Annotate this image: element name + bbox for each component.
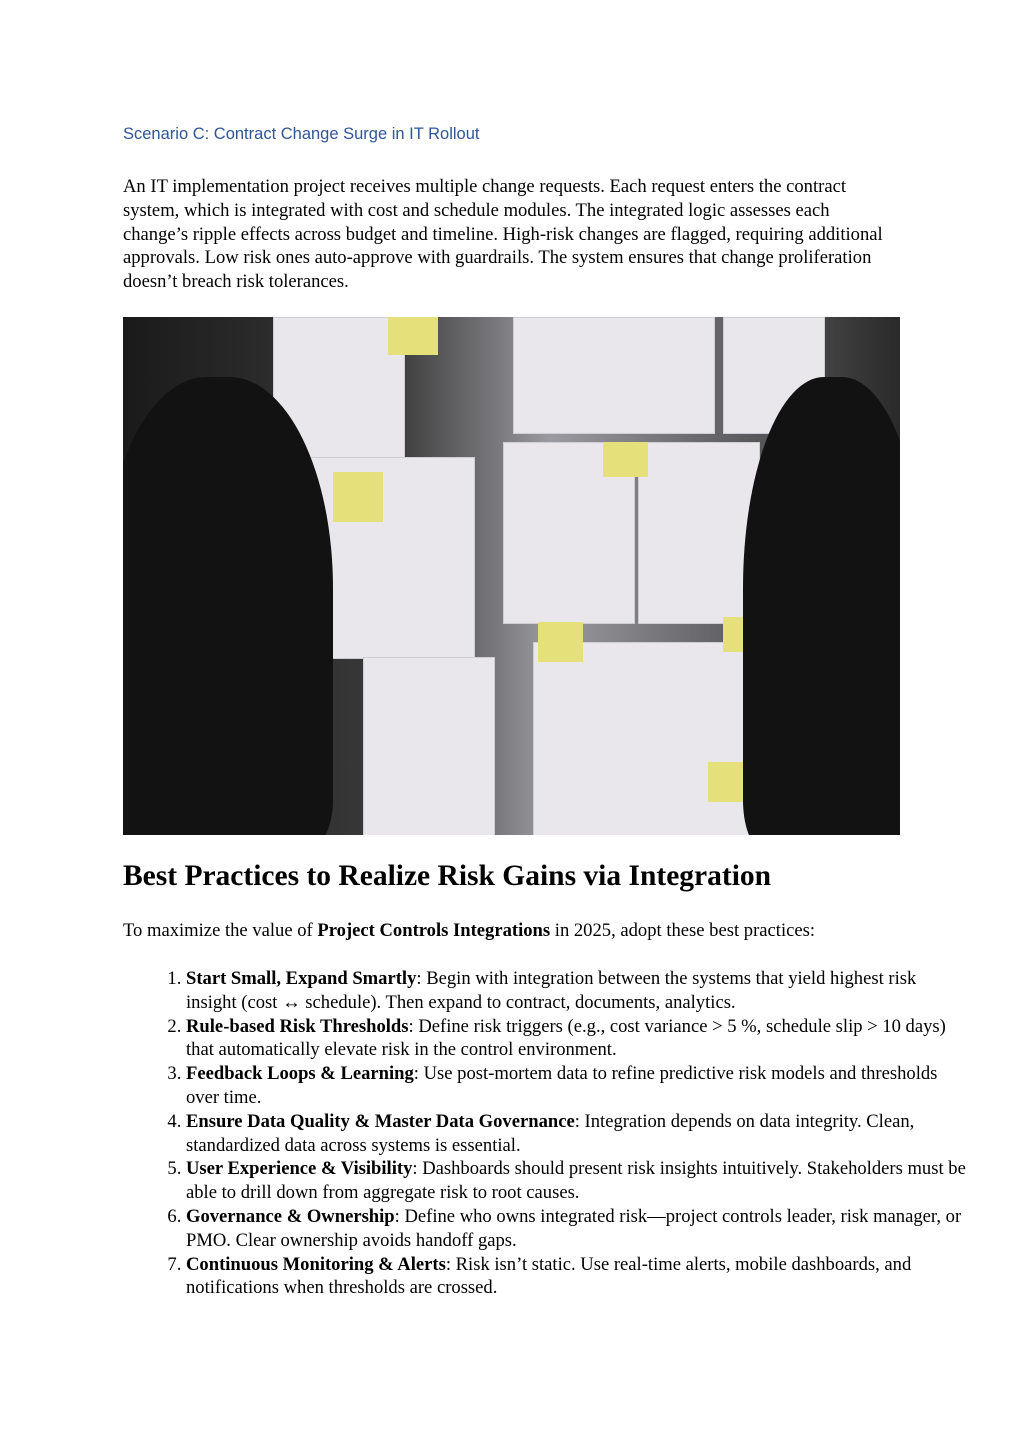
list-item	[186, 967, 966, 1015]
section-heading: Best Practices to Realize Risk Gains via Integration	[123, 860, 772, 892]
item-title: Start Small, Expand Smartly	[186, 968, 417, 989]
item-text: : Begin with integration between the systems that yield highest risk insight (cost ↔ schedule). Then expand to contract, documents, analytics.	[186, 968, 917, 1013]
intro-text	[123, 920, 815, 942]
list-item	[186, 1110, 966, 1158]
item-title: Governance & Ownership	[186, 1205, 395, 1227]
sticky-note	[538, 622, 583, 662]
photo-paper	[638, 442, 760, 624]
sticky-note	[603, 442, 648, 477]
intro-after: in 2025, adopt these best practices:	[550, 920, 816, 941]
scenario-paragraph: An IT implementation project receives multiple change requests. Each request enters the contract system, which is integrated with cost and schedule modules. The integrated logic assesses each change’s ripple effects across budget and timeline. High-risk changes are flagged, requiring additional approvals. Low risk ones auto-approve with guardrails. The system ensures that change proliferation doesn’t breach risk tolerances.	[123, 176, 883, 293]
item-title: User Experience & Visibility	[186, 1158, 413, 1180]
list-item	[186, 1062, 966, 1110]
intro-bold: Project Controls Integrations	[317, 920, 551, 941]
sticky-note	[333, 472, 383, 522]
best-practices-list	[123, 967, 966, 1300]
item-title: Continuous Monitoring & Alerts	[186, 1253, 446, 1275]
photo-woman	[743, 377, 900, 835]
list-item	[186, 1205, 966, 1253]
photo-paper	[363, 657, 495, 835]
item-title: Rule-based Risk Thresholds	[186, 1015, 409, 1037]
intro-before: To maximize the value of	[123, 920, 318, 941]
list-item	[186, 1157, 966, 1205]
item-text: : Define risk triggers (e.g., cost variance > 5 %, schedule slip > 10 days) that automatically elevate risk in the control environment.	[186, 1015, 946, 1061]
scenario-heading: Scenario C: Contract Change Surge in IT Rollout	[123, 125, 480, 143]
item-title: Feedback Loops & Learning	[186, 1063, 414, 1085]
photo-paper	[533, 642, 755, 835]
list-item	[186, 1253, 966, 1301]
item-title: Ensure Data Quality & Master Data Governance	[186, 1110, 575, 1132]
item-text: : Dashboards should present risk insights intuitively. Stakeholders must be able to drill down from aggregate risk to root causes.	[186, 1158, 966, 1204]
item-text: : Risk isn’t static. Use real-time alerts, mobile dashboards, and notifications when thresholds are crossed.	[186, 1253, 912, 1299]
photo-paper	[513, 317, 715, 434]
photo-team-reviewing-charts	[123, 317, 900, 835]
item-text: : Define who owns integrated risk—project controls leader, risk manager, or PMO. Clear ownership avoids handoff gaps.	[186, 1205, 962, 1251]
item-text: : Use post-mortem data to refine predictive risk models and thresholds over time.	[186, 1063, 938, 1108]
item-text: : Integration depends on data integrity. Clean, standardized data across systems is essential.	[186, 1110, 915, 1156]
photo-man	[123, 377, 333, 835]
list-item	[186, 1015, 966, 1063]
sticky-note	[388, 317, 438, 355]
